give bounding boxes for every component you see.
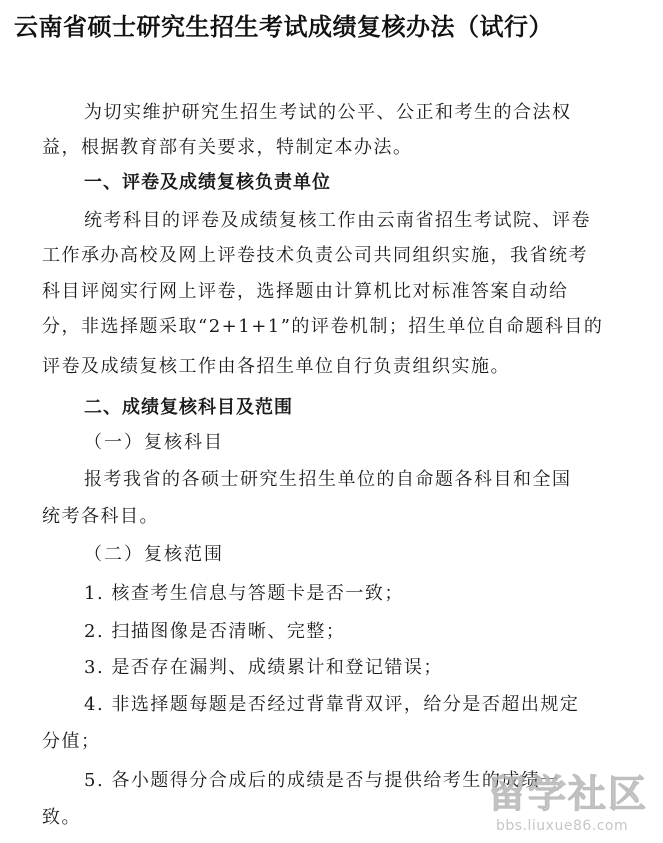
section2-heading: 二、成绩复核科目及范围 xyxy=(84,397,293,418)
review-item-2: 2. 扫描图像是否清晰、完整； xyxy=(84,621,346,642)
section1-para-line-2: 工作承办高校及网上评卷技术负责公司共同组织实施，我省统考 xyxy=(42,245,588,266)
site-watermark xyxy=(488,770,658,840)
review-item-4-line-1: 4. 非选择题每题是否经过背靠背双评，给分是否超出规定 xyxy=(84,694,580,715)
section2-sub1-para-line-2: 统考各科目。 xyxy=(42,506,159,527)
document-title: 云南省硕士研究生招生考试成绩复核办法（试行） xyxy=(14,13,553,41)
section1-para-line-5: 评卷及成绩复核工作由各招生单位自行负责组织实施。 xyxy=(42,356,510,377)
review-item-1: 1. 核查考生信息与答题卡是否一致； xyxy=(84,583,404,604)
intro-line-1: 为切实维护研究生招生考试的公平、公正和考生的合法权 xyxy=(84,102,572,123)
section1-para-line-1: 统考科目的评卷及成绩复核工作由云南省招生考试院、评卷 xyxy=(84,210,591,231)
watermark-logo: 留学社区 xyxy=(488,772,649,816)
section2-sub1-para-line-1: 报考我省的各硕士研究生招生单位的自命题各科目和全国 xyxy=(84,469,572,490)
intro-line-2: 益，根据教育部有关要求，特制定本办法。 xyxy=(42,137,413,158)
section2-sub2-heading: （二）复核范围 xyxy=(84,544,224,565)
section1-para-line-4: 分，非选择题采取“2+1+1”的评卷机制；招生单位自命题科目的 xyxy=(42,316,604,337)
section2-sub1-heading: （一）复核科目 xyxy=(84,432,224,453)
section1-heading: 一、评卷及成绩复核负责单位 xyxy=(84,172,331,193)
review-item-3: 3. 是否存在漏判、成绩累计和登记错误； xyxy=(84,657,443,678)
watermark-url: bbs.liuxue86.com xyxy=(496,818,629,834)
review-item-5-line-2: 致。 xyxy=(42,807,81,828)
section1-para-line-3: 科目评阅实行网上评卷，选择题由计算机比对标准答案自动给 xyxy=(42,281,569,302)
review-item-4-line-2: 分值； xyxy=(42,731,101,752)
review-item-5-line-1: 5. 各小题得分合成后的成绩是否与提供给考生的成绩一 xyxy=(84,770,560,791)
